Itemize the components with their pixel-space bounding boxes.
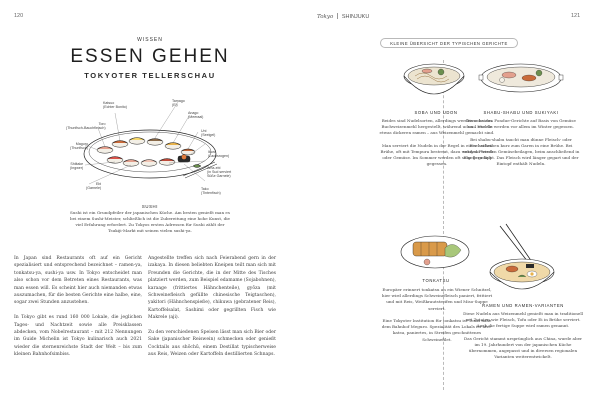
label-ikura: Ikura (Lachsrogen) [208,150,230,159]
page-subtitle: TOKYOTER TELLERSCHAU [84,71,216,80]
page-number-right: 121 [571,13,581,19]
soba-bowl-illustration [397,56,471,104]
ramen-bowl-illustration [482,222,562,300]
shabu-pot-illustration [474,56,568,102]
label-tamago: Tamago (Ei) [172,99,185,108]
dish-text-ramen: Diese Nudeln aus Weizenmehl genießt man in traditionell mit Zutaten wie Fleisch, Tofu oder Ei in Brühe serviert. Auch die fertige Suppe wird ramen genannt. Das Gericht stammt ursprünglich aus China, wurde aber im 19. Jahrhundert von der japanischen Küche übernommen, angepasst und in diversen regionalen Varianten weiterentwickelt. [463,311,583,360]
dish-text-soba: Beides sind Nudelsorten, allerdings werden soba aus Buchweizenmehl hergestellt, während udon – wie die etwas dickeren ramen – aus Weizenmehl gemacht sind. Man serviert die Nudeln in der Regel in einer heißen Brühe, oft mit Tempura bestreut, dazu werden Fleisch oder Gemüse. Im Sommer werden oft soba gern kalt gegessen. [379,118,495,167]
dish-name-soba: SOBA UND UDON [414,110,458,115]
label-uni: Uni (Seeigel) [201,129,216,138]
dish-name-shabu: SHABU-SHABU UND SUKIYAKI [483,110,559,115]
caption-heading: SUSHI [141,204,159,209]
label-shiitake: Shiitake (Ingwer) [70,162,84,171]
body-column-2: Angestellte treffen sich nach Feierabend gern in der izakaya. In diesen beliebten Kneipen teilt man sich mit Freunden die Gerichte, die in der Mitte des Tisches platziert werden, zum Beispiel edamame (Sojabohnen), karaage (frittiertes Hähnchenteile), gyōza (mit Schweinefleisch gefüllte chinesische Teigtaschen), yakitori (Hähnchenspieße), chikuwa (gebratener Reis), Kartoffelsalat, Sashimi oder gegrillten Fisch wie Makrele (aji). Zu den verschiedenen Speisen lässt man sich Bier oder Sake (japanischer Reiswein) schmecken oder genießt Cocktails aus shōchū, einem Destillat typischerweise aus Reis, Weizen oder Kartoffeln destillierten Schnaps. [148,256,276,358]
tonkatsu-plate-illustration [397,226,473,274]
label-anago: Anago (Meeraal) [188,111,204,120]
caption-text: Sushi ist ein Grundpfeiler der japanischen Küche. Am besten genießt man es bei einem Sushi-Meister, schließlich ist die Zubereitung eine hohe Kunst, die viel Erfahrung erfordert. Zu Tokyos ersten Adressen für Sushi zählt der Tsukiji-Markt mit seinen vielen sushi-ya. [70,210,230,233]
running-title: Tokyo [317,14,334,20]
section-kicker: WISSEN [137,37,163,43]
label-tako: Tako (Tintenfisch) [201,187,221,196]
label-maguro: Maguro (Thunfisch) [70,142,88,151]
label-ebi: Ebi (Garnele) [86,182,102,191]
dish-text-tonkatsu: Europäer erinnert tonkatsu an ein Wiener Schnitzel, hier wird allerdings Schweinefleisch paniert, frittiert und mit Reis, Weißkrautstreifen und Miso-Suppe serviert. Eine Tokyoter Institution für tonkatsu ist Tonki nahe dem Bahnhof Meguro. Spezialität des Lokals ist hire-katsu, paniertes, in Streifen geschnittenes Schweinefilet. [381,287,493,342]
label-katsuo: Katsuo (Echter Bonito) [103,101,127,110]
running-separator [337,13,338,19]
running-section: SHINJUKU [341,14,370,20]
body-column-1: In Japan sind Restaurants oft auf ein Gericht spezialisiert und entsprechend bezeichnet – ramen-ya, tonkatsu-ya, sushi-ya usw. In Tokyo entscheidet man also schon vor dem Betreten eines Restaurants, was man essen will. Es scheint hier auch niemanden etwas auszumachen, für die besten Gerichte eine halbe, eine, sogar zwei Stunden anzustehen. In Tokyo gibt es rund 160 000 Lokale, die jeglichen Tages- und Nachtzeit sowie alle Preisklassen abdecken, vom Nobelrestaurant – mit 212 Nennungen im Guide Michelin ist Tokyo kulinarisch auch 2021 wieder die sternenreichste Stadt der Welt – bis zum kleinen Bahnhofsimbiss. [14,256,142,358]
dish-name-tonkatsu: TONKATSU [422,278,450,283]
label-toro: Toro (Thunfisch-Bauchfleisch) [66,122,106,131]
dish-name-ramen: RAMEN UND RAMEN-VARIANTEN [482,303,564,308]
page-number-left: 120 [14,13,24,19]
page-title: ESSEN GEHEN [70,46,230,67]
label-amaebi: Ama-ebi (in Sud serviert Süße Garnele) [207,166,232,179]
overview-heading: KLEINE ÜBERSICHT DER TYPISCHEN GERICHTE [380,38,518,48]
running-header [317,13,369,20]
dish-text-shabu: Diese beiden Fondue-Gerichte auf Basis von Gemüse und Nudeln werden vor allem im Winter gegessen. Bei shabu-shabu taucht man dünne Fleisch- oder Fischscheiben kurz zum Garen in eine Brühe. Bei sukiyaki werden Gemüsebeilagen, beim anschließend in Eigelb gedippt. Das Fleisch wird länger gegart und der Eintopf enthält Nudeln. [462,118,580,167]
